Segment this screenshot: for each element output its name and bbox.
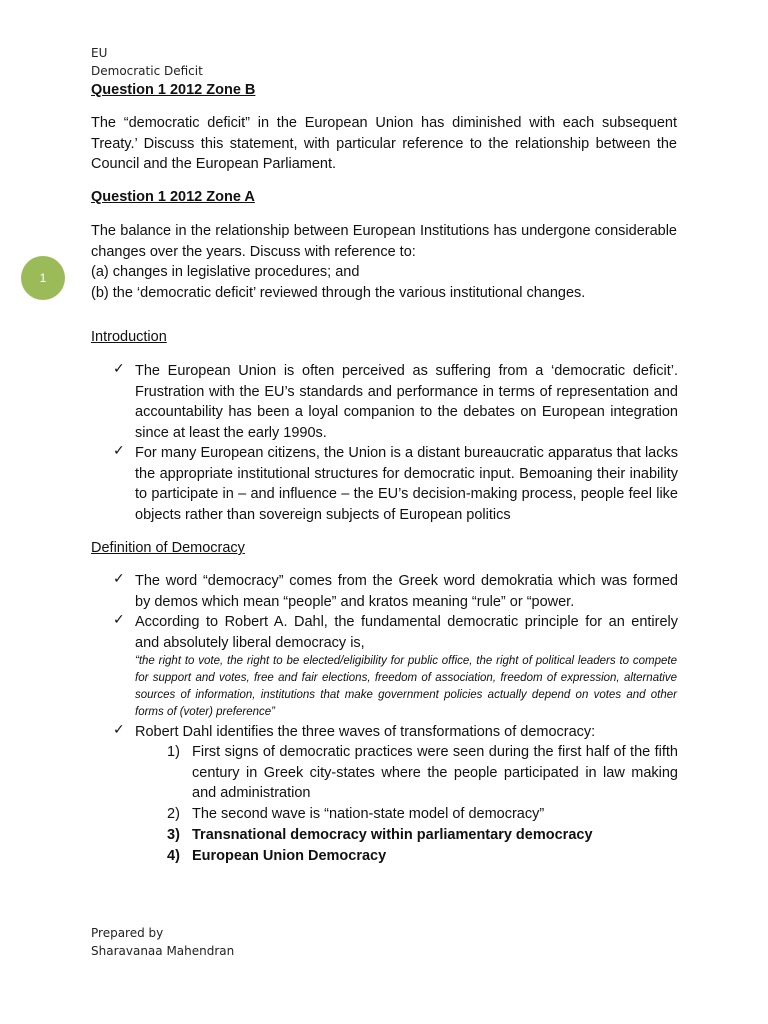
wave-item	[167, 846, 678, 867]
wave-text: First signs of democratic practices were seen during the first half of the fifth century in Greek city-states where the people participated in law making and administration	[192, 744, 678, 801]
wave-number: 4)	[167, 848, 180, 864]
wave-text: Transnational democracy within parliamentary democracy	[192, 827, 593, 843]
list-item-text: Robert Dahl identifies the three waves of transformations of democracy:	[135, 724, 596, 740]
definition-heading: Definition of Democracy	[91, 540, 245, 556]
list-item	[113, 571, 678, 612]
list-item	[113, 612, 678, 653]
question-1-zone-a-text: The balance in the relationship between European Institutions has undergone considerable changes over the years. Discuss with reference to:	[91, 223, 677, 260]
list-item-text: For many European citizens, the Union is a distant bureaucratic apparatus that lacks the appropriate institutional structures for democratic input. Bemoaning their inability to participate in – and influence – the EU’s decision-making process, people feel like objects rather than sovereign subjects of European politics	[135, 445, 678, 523]
check-mark-icon: ✓	[113, 722, 125, 738]
footer-prepared-by: Prepared by	[91, 926, 164, 940]
check-mark-icon: ✓	[113, 443, 125, 459]
wave-text: The second wave is “nation-state model of democracy”	[192, 806, 545, 822]
check-mark-icon: ✓	[113, 361, 125, 377]
header-topic: Democratic Deficit	[91, 64, 203, 78]
list-item	[113, 443, 678, 525]
question-1-zone-b-text: The “democratic deficit” in the European Union has diminished with each subsequent Treaty.’ Discuss this statement, with particular reference to the relationship between the Council and the European Parliament.	[91, 115, 677, 172]
list-item-text: The European Union is often perceived as suffering from a ‘democratic deficit’. Frustration with the EU’s standards and performance in terms of representation and accountability has been a loyal companion to the debates on European integration since at least the early 1990s.	[135, 363, 678, 441]
wave-text: European Union Democracy	[192, 848, 387, 864]
dahl-quote: “the right to vote, the right to be elected/eligibility for public office, the right of political leaders to compete for support and votes, free and fair elections, freedom of association, freedom of expression, alternative sources of information, institutions that make government policies actually depend on votes and other forms of (voter) preference”	[135, 655, 677, 718]
wave-item	[167, 825, 678, 846]
wave-number: 1)	[167, 744, 180, 760]
check-mark-icon: ✓	[113, 571, 125, 587]
list-item	[113, 722, 678, 743]
question-1-zone-a-heading: Question 1 2012 Zone A	[91, 189, 255, 205]
introduction-heading: Introduction	[91, 329, 167, 345]
list-item-text: According to Robert A. Dahl, the fundamental democratic principle for an entirely and absolutely liberal democracy is,	[135, 614, 678, 651]
list-item	[113, 361, 678, 443]
wave-number: 2)	[167, 806, 180, 822]
wave-item	[167, 804, 678, 825]
header-subject: EU	[91, 46, 108, 60]
question-1-zone-a-part-a: (a) changes in legislative procedures; and	[91, 264, 360, 280]
question-1-zone-a-part-b: (b) the ‘democratic deficit’ reviewed through the various institutional changes.	[91, 285, 586, 301]
page-number: 1	[39, 271, 47, 285]
page-number-badge	[21, 256, 65, 300]
wave-item	[167, 742, 678, 804]
footer-author: Sharavanaa Mahendran	[91, 944, 235, 958]
question-1-zone-b-heading: Question 1 2012 Zone B	[91, 82, 256, 98]
check-mark-icon: ✓	[113, 612, 125, 628]
list-item-text: The word “democracy” comes from the Greek word demokratia which was formed by demos which mean “people” and kratos meaning “rule” or “power.	[135, 573, 678, 610]
wave-number: 3)	[167, 827, 180, 843]
